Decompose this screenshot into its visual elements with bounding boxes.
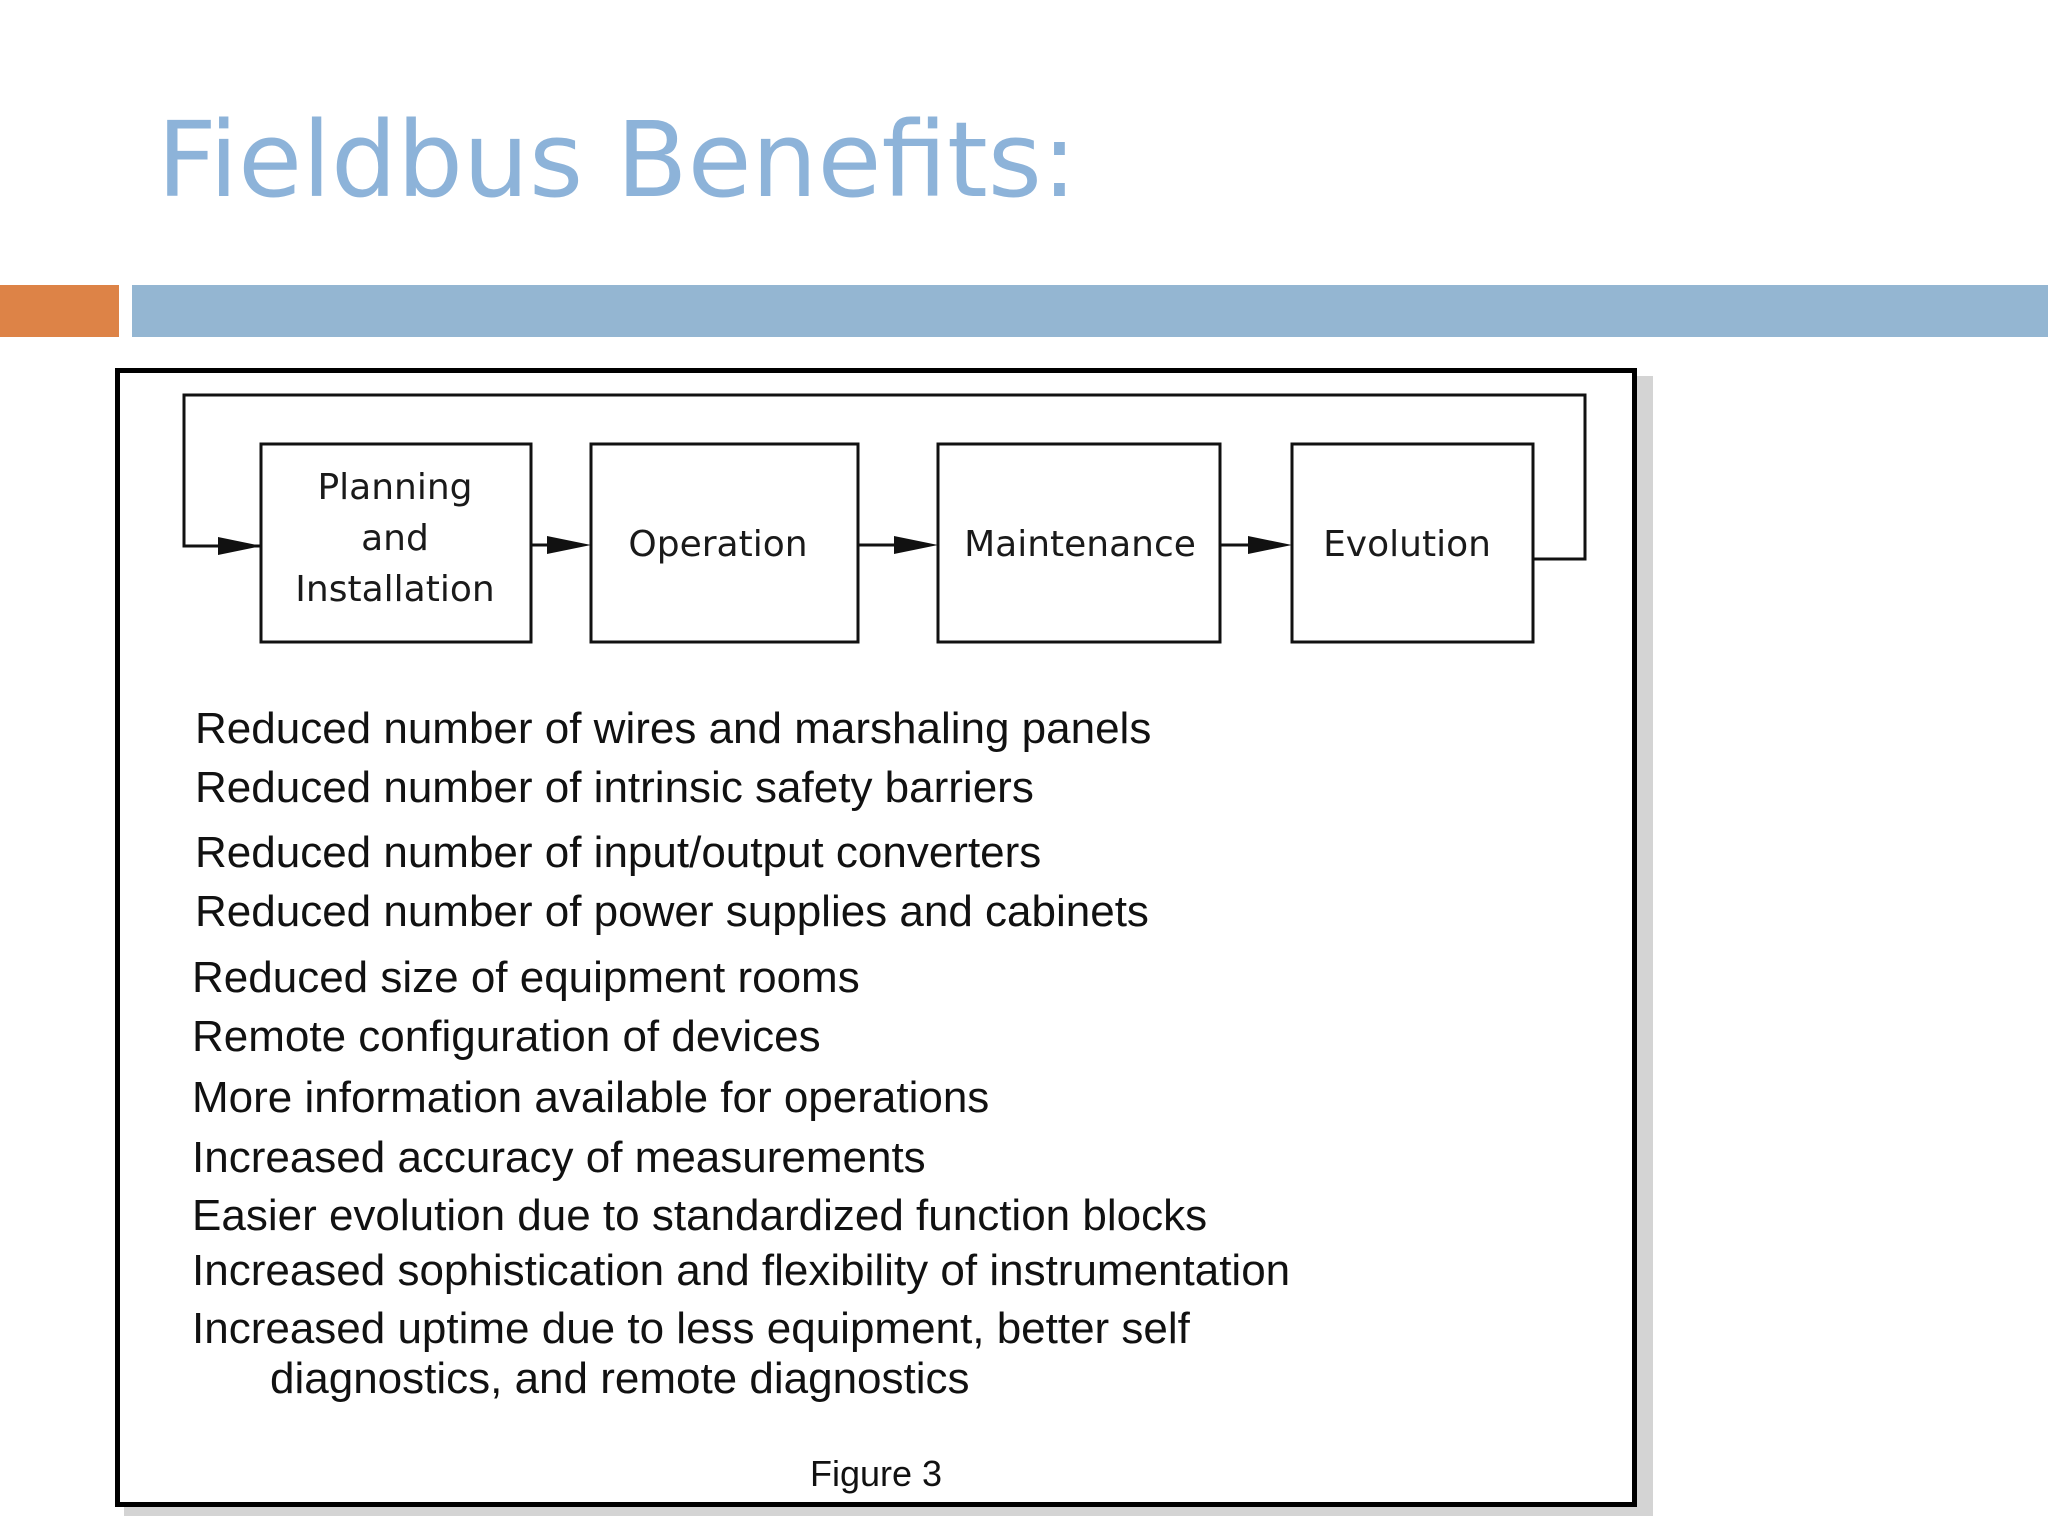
benefit-list	[120, 373, 1632, 1502]
accent-bar-orange	[0, 285, 119, 337]
figure-frame	[115, 368, 1637, 1507]
benefit-item-continuation: diagnostics, and remote diagnostics	[270, 1354, 970, 1403]
benefit-item: Reduced number of power supplies and cabinets	[195, 887, 1149, 936]
accent-bar-blue	[132, 285, 2048, 337]
benefit-item-line1: Increased uptime due to less equipment, better self	[192, 1304, 1190, 1353]
slide-title: Fieldbus Benefits:	[157, 99, 1077, 221]
step-label-maintenance: Maintenance	[964, 524, 1196, 565]
step-label-planning-line2: and	[361, 518, 429, 559]
step-label-evolution: Evolution	[1323, 524, 1491, 565]
benefit-item: Remote configuration of devices	[192, 1012, 821, 1061]
benefit-item-multiline	[192, 1303, 1190, 1403]
benefit-item: Reduced size of equipment rooms	[192, 953, 860, 1002]
step-label-planning-line3: Installation	[295, 569, 495, 610]
figure-caption: Figure 3	[809, 1453, 943, 1494]
step-label-operation: Operation	[628, 524, 808, 565]
benefit-item: Reduced number of input/output converters	[195, 828, 1042, 877]
benefit-item: Reduced number of wires and marshaling panels	[195, 704, 1152, 753]
benefit-item: More information available for operations	[192, 1073, 990, 1122]
benefit-item: Easier evolution due to standardized function blocks	[192, 1191, 1208, 1240]
benefit-item: Reduced number of intrinsic safety barriers	[195, 763, 1034, 812]
benefit-item: Increased sophistication and flexibility of instrumentation	[192, 1246, 1291, 1295]
step-label-planning-line1: Planning	[317, 467, 473, 508]
benefit-item: Increased accuracy of measurements	[192, 1133, 926, 1182]
